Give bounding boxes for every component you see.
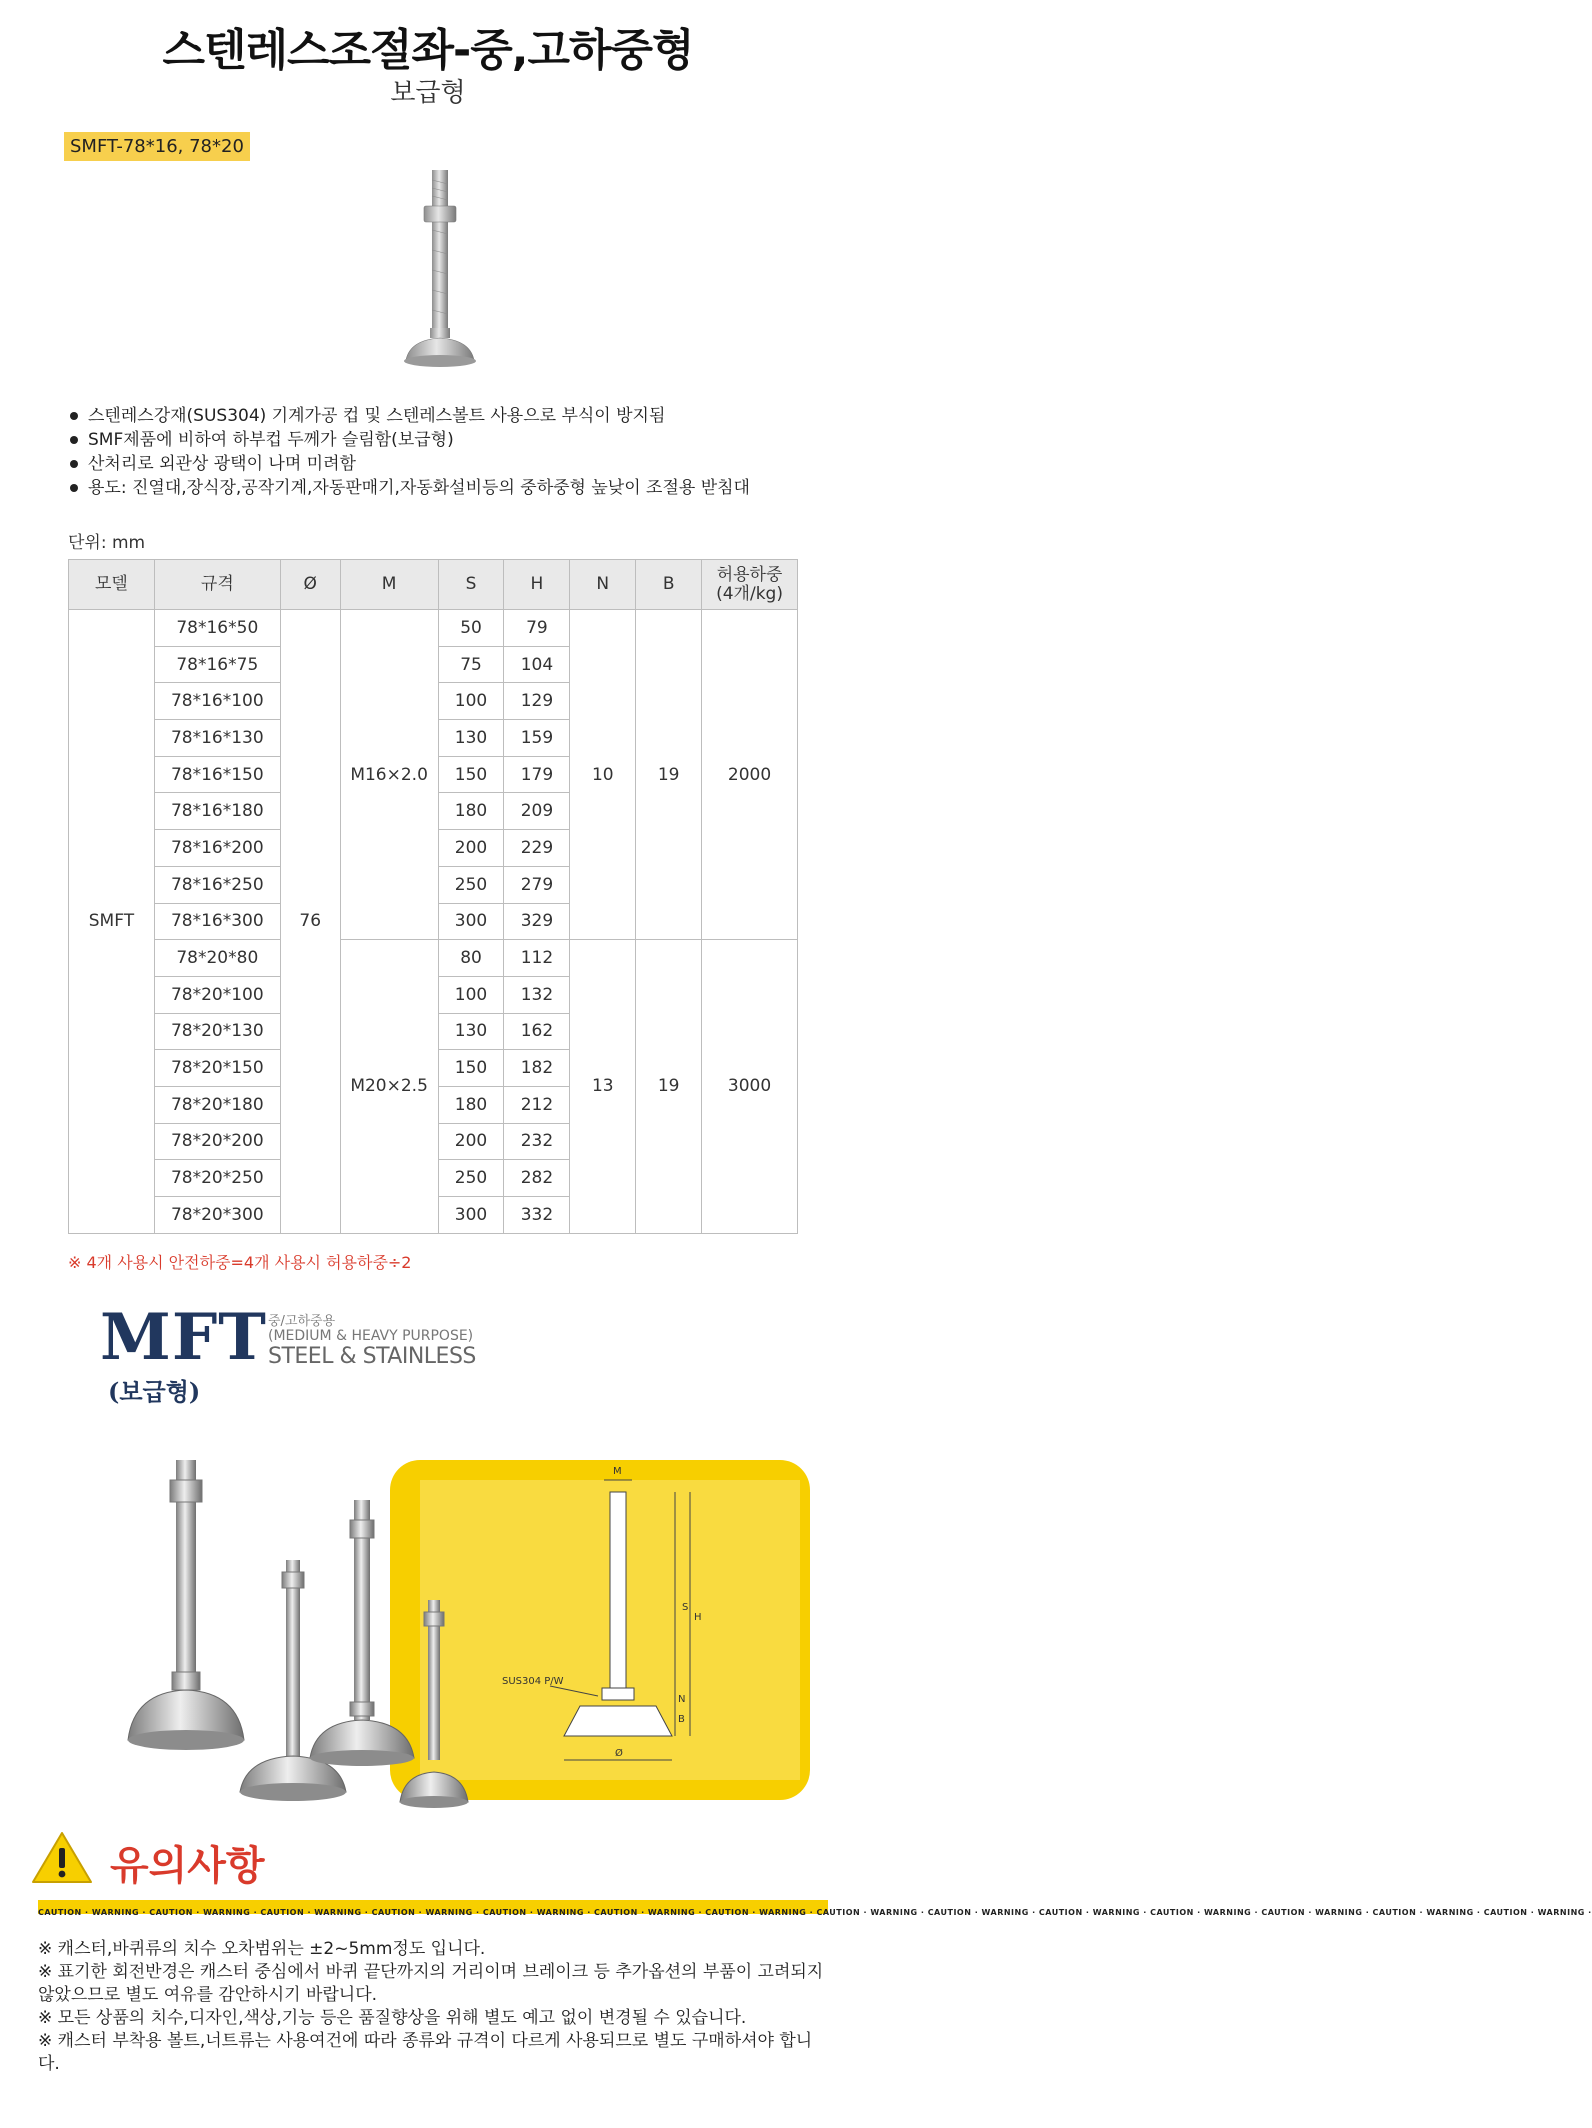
table-cell: M20×2.5 — [340, 940, 438, 1234]
caution-tape-text: CAUTION · WARNING · CAUTION · WARNING · CAUTION · WARNING · CAUTION · WARNING · CAUTION · WARNING · CAUTION · WARNING · CAUTION · WARNING · CAUTION · WARNING · CAUTION · WARNING · CAUTION · WARNING · CAUTION · WARNING · CAUTION · WARNING · CAUTION · WARNING · CAUTION · WARNING · — [38, 1908, 1592, 1917]
dim-label-h: H — [694, 1612, 702, 1623]
table-header-row — [69, 560, 798, 610]
table-cell: 78*16*300 — [154, 903, 280, 940]
brand-en-line2: STEEL & STAINLESS — [268, 1344, 476, 1369]
table-cell: 180 — [438, 793, 504, 830]
table-cell: 282 — [504, 1160, 570, 1197]
caution-tape — [38, 1900, 1592, 1917]
product-photo-with-diagram — [110, 1440, 810, 1820]
table-cell: 279 — [504, 866, 570, 903]
table-cell: 13 — [570, 940, 636, 1234]
table-cell: 150 — [438, 1050, 504, 1087]
table-cell: 229 — [504, 830, 570, 867]
table-cell: 179 — [504, 756, 570, 793]
table-cell: 78*16*200 — [154, 830, 280, 867]
dim-label-n: N — [678, 1694, 686, 1705]
table-cell: 80 — [438, 940, 504, 977]
table-cell: 300 — [438, 903, 504, 940]
table-cell: 2000 — [702, 610, 798, 940]
table-body — [69, 610, 798, 1234]
table-cell: 78*16*250 — [154, 866, 280, 903]
material-label: SUS304 P/W — [502, 1676, 564, 1687]
table-cell: 78*16*130 — [154, 720, 280, 757]
table-cell: 159 — [504, 720, 570, 757]
table-cell: 329 — [504, 903, 570, 940]
table-cell: 75 — [438, 646, 504, 683]
caution-item: ※ 모든 상품의 치수,디자인,색상,기능 등은 품질향상을 위해 별도 예고 없이 변경될 수 있습니다. — [38, 2008, 747, 2028]
caution-header — [30, 1830, 830, 1890]
dim-label-b: B — [678, 1714, 685, 1725]
brand-kr-line: 중/고하중용 — [268, 1314, 336, 1329]
page-subtitle: 보급형 — [390, 78, 466, 108]
table-header-cell: M — [340, 560, 438, 610]
table-header-cell: S — [438, 560, 504, 610]
table-header-cell: 허용하중 (4개/kg) — [702, 560, 798, 610]
table-cell: 200 — [438, 1123, 504, 1160]
table-cell: 78*20*150 — [154, 1050, 280, 1087]
brand-banner — [100, 1300, 620, 1410]
caution-item: ※ 표기한 회전반경은 캐스터 중심에서 바퀴 끝단까지의 거리이며 브레이크 등 추가옵션의 부품이 고려되지 않았으므로 별도 여유를 감안하시기 바랍니다. — [38, 1962, 824, 2005]
spec-table — [68, 559, 798, 1234]
caution-list — [38, 1938, 828, 2076]
table-cell: 209 — [504, 793, 570, 830]
table-cell: 78*20*250 — [154, 1160, 280, 1197]
warning-icon — [30, 1830, 94, 1886]
brand-subtitle: (보급형) — [108, 1377, 201, 1406]
table-cell: 3000 — [702, 940, 798, 1234]
caution-item: ※ 캐스터 부착용 볼트,너트류는 사용여건에 따라 종류와 규격이 다르게 사용되므로 별도 구매하셔야 합니다. — [38, 2031, 813, 2074]
table-row — [69, 940, 798, 977]
table-cell: 78*16*150 — [154, 756, 280, 793]
table-cell: 50 — [438, 610, 504, 647]
model-tag: SMFT-78*16, 78*20 — [64, 132, 250, 161]
table-cell: 78*16*50 — [154, 610, 280, 647]
table-cell: 212 — [504, 1086, 570, 1123]
table-cell: 129 — [504, 683, 570, 720]
table-cell: 200 — [438, 830, 504, 867]
feature-list — [68, 404, 750, 500]
table-cell: 250 — [438, 866, 504, 903]
table-cell: 76 — [280, 610, 340, 1234]
table-cell: 132 — [504, 976, 570, 1013]
table-cell: 250 — [438, 1160, 504, 1197]
table-cell: 78*16*75 — [154, 646, 280, 683]
table-cell: 78*20*100 — [154, 976, 280, 1013]
table-header-cell: H — [504, 560, 570, 610]
table-row — [69, 610, 798, 647]
unit-label: 단위: mm — [68, 533, 146, 553]
table-cell: 78*20*180 — [154, 1086, 280, 1123]
table-cell: 130 — [438, 720, 504, 757]
table-cell: 19 — [636, 940, 702, 1234]
caution-item: ※ 캐스터,바퀴류의 치수 오차범위는 ±2~5mm정도 입니다. — [38, 1939, 486, 1959]
table-header-cell: 규격 — [154, 560, 280, 610]
feature-item: SMF제품에 비하여 하부컵 두께가 슬림함(보급형) — [68, 428, 750, 452]
large-leveler-icon — [128, 1460, 244, 1750]
table-cell: 100 — [438, 976, 504, 1013]
table-header-cell: Ø — [280, 560, 340, 610]
feature-item: 용도: 진열대,장식장,공작기계,자동판매기,자동화설비등의 중하중형 높낮이 조절용 받침대 — [68, 476, 750, 500]
table-cell: 78*20*80 — [154, 940, 280, 977]
table-cell: 78*16*100 — [154, 683, 280, 720]
feature-item: 스텐레스강재(SUS304) 기계가공 컵 및 스텐레스볼트 사용으로 부식이 방지됨 — [68, 404, 750, 428]
brand-logo-text: MFT — [100, 1300, 267, 1375]
table-cell: 100 — [438, 683, 504, 720]
table-cell: 104 — [504, 646, 570, 683]
page-title: 스텐레스조절좌-중,고하중형 — [162, 25, 694, 76]
table-cell: 79 — [504, 610, 570, 647]
table-cell: 232 — [504, 1123, 570, 1160]
feature-item: 산처리로 외관상 광택이 나며 미려함 — [68, 452, 750, 476]
table-cell: 112 — [504, 940, 570, 977]
table-cell: SMFT — [69, 610, 155, 1234]
table-cell: 130 — [438, 1013, 504, 1050]
table-cell: 300 — [438, 1197, 504, 1234]
table-cell: 180 — [438, 1086, 504, 1123]
brand-en-line1: (MEDIUM & HEAVY PURPOSE) — [268, 1328, 474, 1344]
table-cell: 19 — [636, 610, 702, 940]
table-cell: 78*20*200 — [154, 1123, 280, 1160]
table-cell: 78*16*180 — [154, 793, 280, 830]
table-cell: 78*20*300 — [154, 1197, 280, 1234]
table-cell: 10 — [570, 610, 636, 940]
table-cell: 182 — [504, 1050, 570, 1087]
load-note: ※ 4개 사용시 안전하중=4개 사용시 허용하중÷2 — [68, 1253, 412, 1272]
medium-leveler-icon — [240, 1560, 346, 1801]
table-cell: 78*20*130 — [154, 1013, 280, 1050]
dim-label-m: M — [613, 1466, 622, 1477]
table-cell: 332 — [504, 1197, 570, 1234]
dim-label-phi: Ø — [615, 1748, 623, 1759]
table-cell: 162 — [504, 1013, 570, 1050]
table-cell: M16×2.0 — [340, 610, 438, 940]
product-image — [380, 160, 500, 390]
dim-label-s: S — [682, 1602, 689, 1613]
table-header-cell: N — [570, 560, 636, 610]
table-header-cell: B — [636, 560, 702, 610]
caution-title: 유의사항 — [110, 1843, 265, 1889]
table-cell: 150 — [438, 756, 504, 793]
table-header-cell: 모델 — [69, 560, 155, 610]
